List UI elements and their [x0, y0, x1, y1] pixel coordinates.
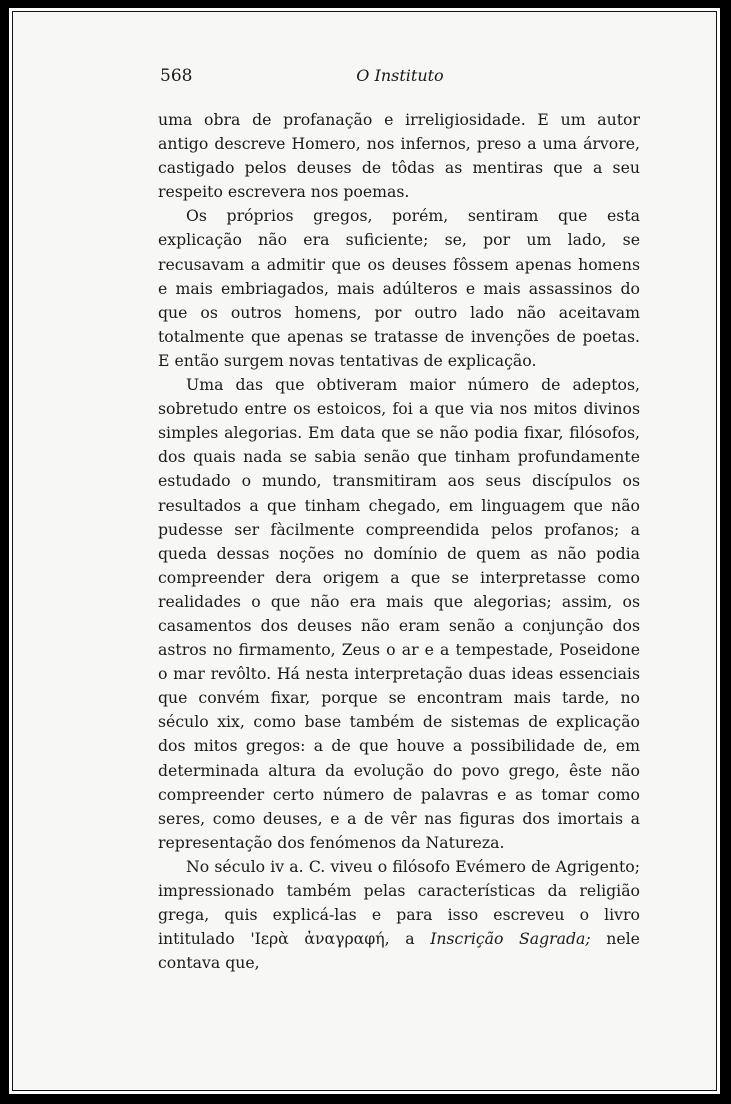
body-text: [158, 108, 640, 975]
page-header: [160, 66, 640, 94]
paragraph-1: uma obra de profanação e irreligiosidade. E um autor antigo descreve Homero, nos infernos, preso a uma árvore, castigado pelos deuses de tôdas as mentiras que a seu respeito escrevera nos poemas.: [158, 110, 640, 202]
paragraph-2: Os próprios gregos, porém, sentiram que esta explicação não era suficiente; se, por um lado, se recusavam a admitir que os deuses fôssem apenas homens e mais embriagados, mais adúlteros e mais assassinos do que os outros homens, por outro lado não aceitavam totalmente que apenas se tratasse de invenções de poetas. E então surgem novas tentativas de explicação.: [158, 206, 640, 370]
paragraph-3: Uma das que obtiveram maior número de adeptos, sobretudo entre os estoicos, foi a que via nos mitos divinos simples alegorias. Em data que se não podia fixar, filósofos, dos quais nada se sabia senão que tinham profundamente estudado o mundo, transmitiram aos seus discípulos os resultados a que tinham chegado, em linguagem que não pudesse ser fàcilmente compreendida pelos profanos; a queda dessas noções no domínio de quem as não podia compreender dera origem a que se interpretasse como realidades o que não era mais que alegorias; assim, os casamentos dos deuses não eram senão a conjunção dos astros no firmamento, Zeus o ar e a tempestade, Poseidone o mar revôlto. Há nesta interpretação duas ideas essenciais que convém fixar, porque se encontram mais tarde, no século xix, como base também de sistemas de explicação dos mitos gregos: a de que houve a possibilidade de, em determinada altura da evolução do povo grego, êste não compreender certo número de palavras e as tomar como seres, como deuses, e a de vêr nas figuras dos imortais a representação dos fenómenos da Natureza.: [158, 375, 640, 852]
paragraph-4-text: No século iv a. C. viveu o filósofo Evémero de Agrigento; impressionado também pelas características da religião grega, quis explicá-las e para isso escreveu o livro intitulado: [158, 856, 640, 949]
book-title: Inscrição Sagrada;: [430, 929, 591, 949]
running-title: O Instituto: [356, 66, 444, 85]
paragraph-4-end: nele contava que,: [158, 929, 640, 973]
greek-title: 'Ιερὰ ἀναγραφή,: [250, 929, 390, 949]
page-number: 568: [160, 66, 193, 86]
paragraph-4-connector: a: [405, 929, 415, 949]
paragraph-4: [158, 855, 640, 975]
